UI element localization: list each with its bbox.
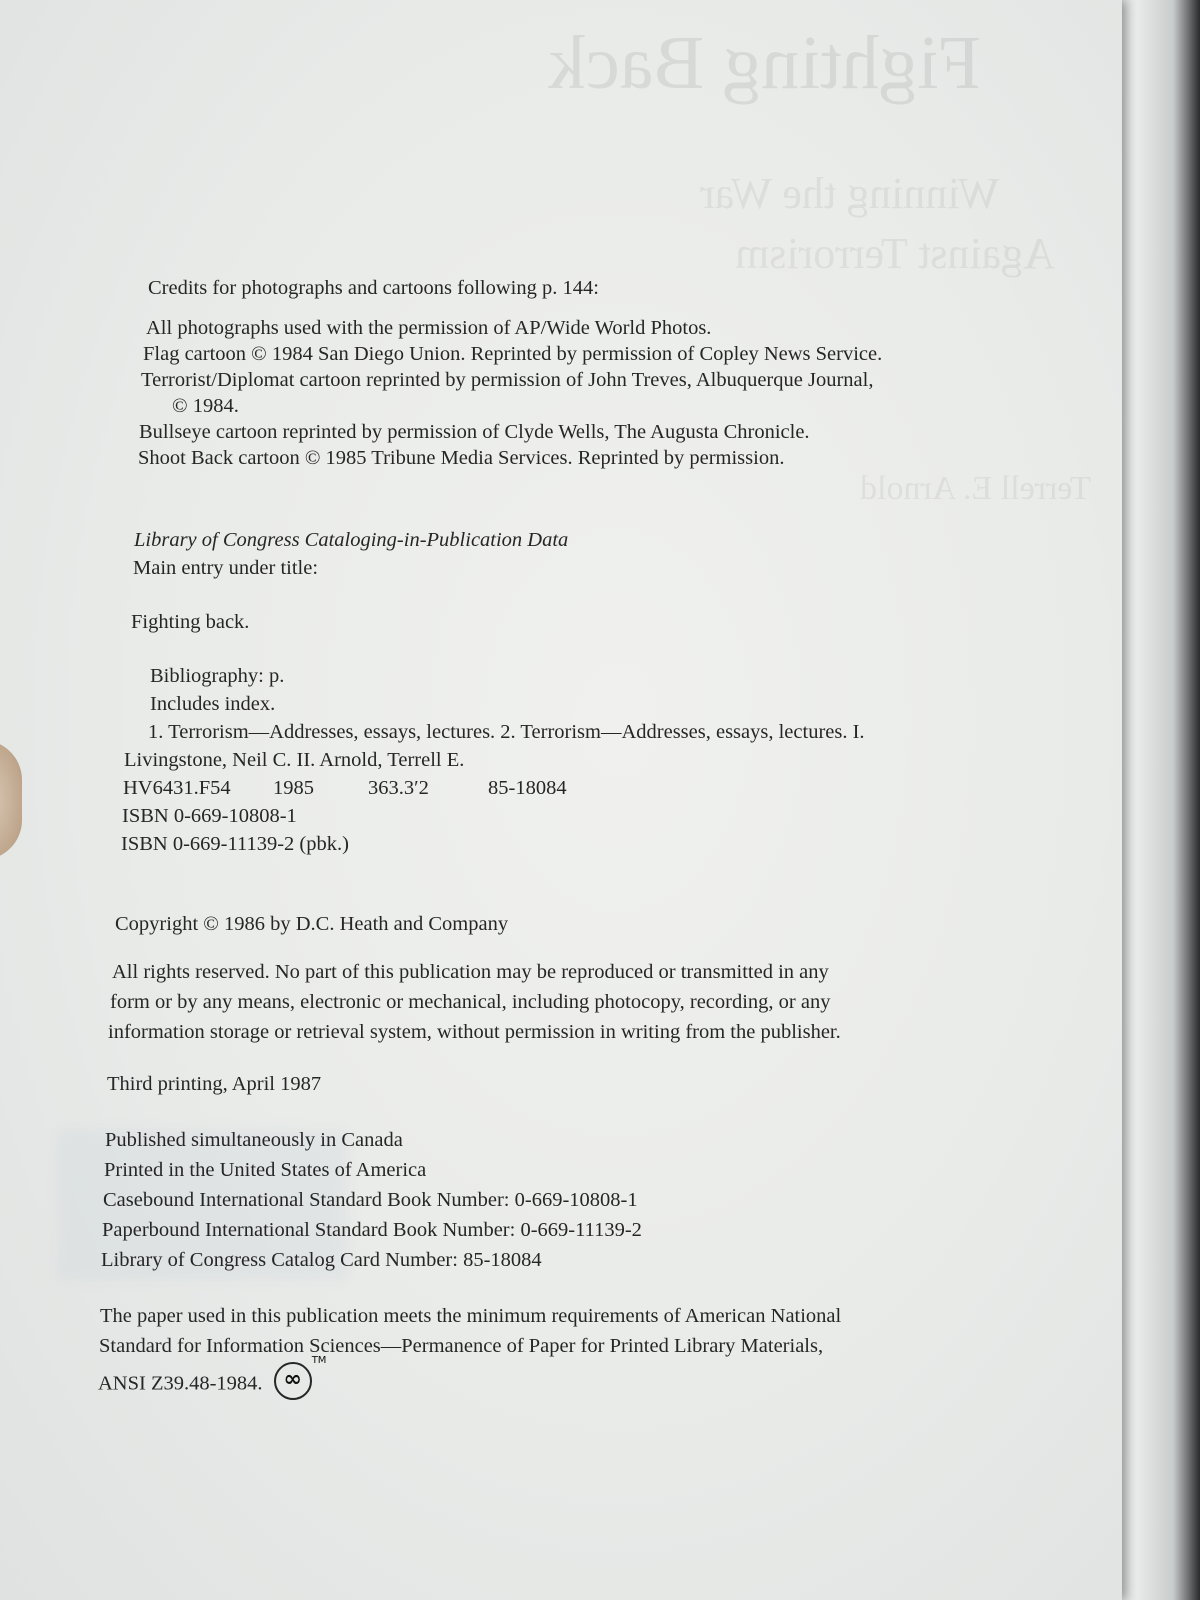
publication-line: Printed in the United States of America [104, 1159, 427, 1181]
credit-line: All photographs used with the permission of AP/Wide World Photos. [146, 317, 712, 339]
call-number: HV6431.F54 [123, 777, 231, 799]
cip-index: Includes index. [150, 693, 276, 715]
show-through-subtitle-1: Winning the War [700, 169, 1000, 218]
credit-line: Terrorist/Diplomat cartoon reprinted by permission of John Treves, Albuquerque Journal, [141, 369, 874, 391]
printing-line: Third printing, April 1987 [107, 1073, 322, 1095]
copyright-notice: Copyright © 1986 by D.C. Heath and Company [115, 913, 509, 935]
publication-line: Published simultaneously in Canada [105, 1129, 403, 1151]
show-through-subtitle-2: Against Terrorism [735, 229, 1055, 278]
cip-main-entry: Main entry under title: [133, 557, 319, 579]
rights-line: form or by any means, electronic or mechanical, including photocopy, recording, or any [110, 991, 831, 1013]
cip-names: Livingstone, Neil C. II. Arnold, Terrell E. [124, 749, 465, 771]
paper-line-last [98, 1355, 327, 1404]
cip-subjects: 1. Terrorism—Addresses, essays, lectures. 2. Terrorism—Addresses, essays, lectures. I. [148, 721, 865, 743]
trademark-mark: TM [311, 1355, 327, 1366]
show-through-title: Fighting Back [548, 21, 981, 105]
cip-heading: Library of Congress Cataloging-in-Publication Data [134, 529, 569, 551]
rights-line: All rights reserved. No part of this publication may be reproduced or transmitted in any [112, 961, 829, 983]
infinity-symbol: ∞ [283, 1367, 302, 1392]
paper-line: Standard for Information Sciences—Permanence of Paper for Printed Library Materials, [99, 1335, 824, 1357]
cip-title: Fighting back. [131, 611, 250, 633]
credits-heading: Credits for photographs and cartoons following p. 144: [148, 277, 599, 299]
isbn-cloth: ISBN 0-669-10808-1 [122, 805, 297, 827]
lccn: 85-18084 [488, 777, 567, 799]
credit-line: Shoot Back cartoon © 1985 Tribune Media Services. Reprinted by permission. [138, 447, 785, 469]
cip-year: 1985 [273, 777, 314, 799]
publication-line: Casebound International Standard Book Number: 0-669-10808-1 [103, 1189, 638, 1211]
cip-classification-row [0, 778, 1122, 802]
credit-line: Flag cartoon © 1984 San Diego Union. Reprinted by permission of Copley News Service. [143, 343, 883, 365]
show-through-author: Terrell E. Arnold [860, 470, 1091, 507]
cip-bibliography: Bibliography: p. [150, 665, 285, 687]
paper-line: The paper used in this publication meets the minimum requirements of American National [100, 1305, 842, 1327]
dewey-number: 363.3′2 [368, 777, 429, 799]
rights-line: information storage or retrieval system, without permission in writing from the publisher. [108, 1021, 841, 1043]
credit-line: Bullseye cartoon reprinted by permission of Clyde Wells, The Augusta Chronicle. [139, 421, 810, 443]
credit-line: © 1984. [172, 395, 239, 417]
ansi-standard: ANSI Z39.48-1984. [98, 1372, 263, 1395]
adjacent-page-edge [1110, 0, 1200, 1600]
permanent-paper-infinity-icon [274, 1355, 327, 1400]
isbn-paper: ISBN 0-669-11139-2 (pbk.) [121, 833, 349, 855]
publication-line: Paperbound International Standard Book Number: 0-669-11139-2 [102, 1219, 642, 1241]
publication-line: Library of Congress Catalog Card Number: 85-18084 [101, 1249, 542, 1271]
